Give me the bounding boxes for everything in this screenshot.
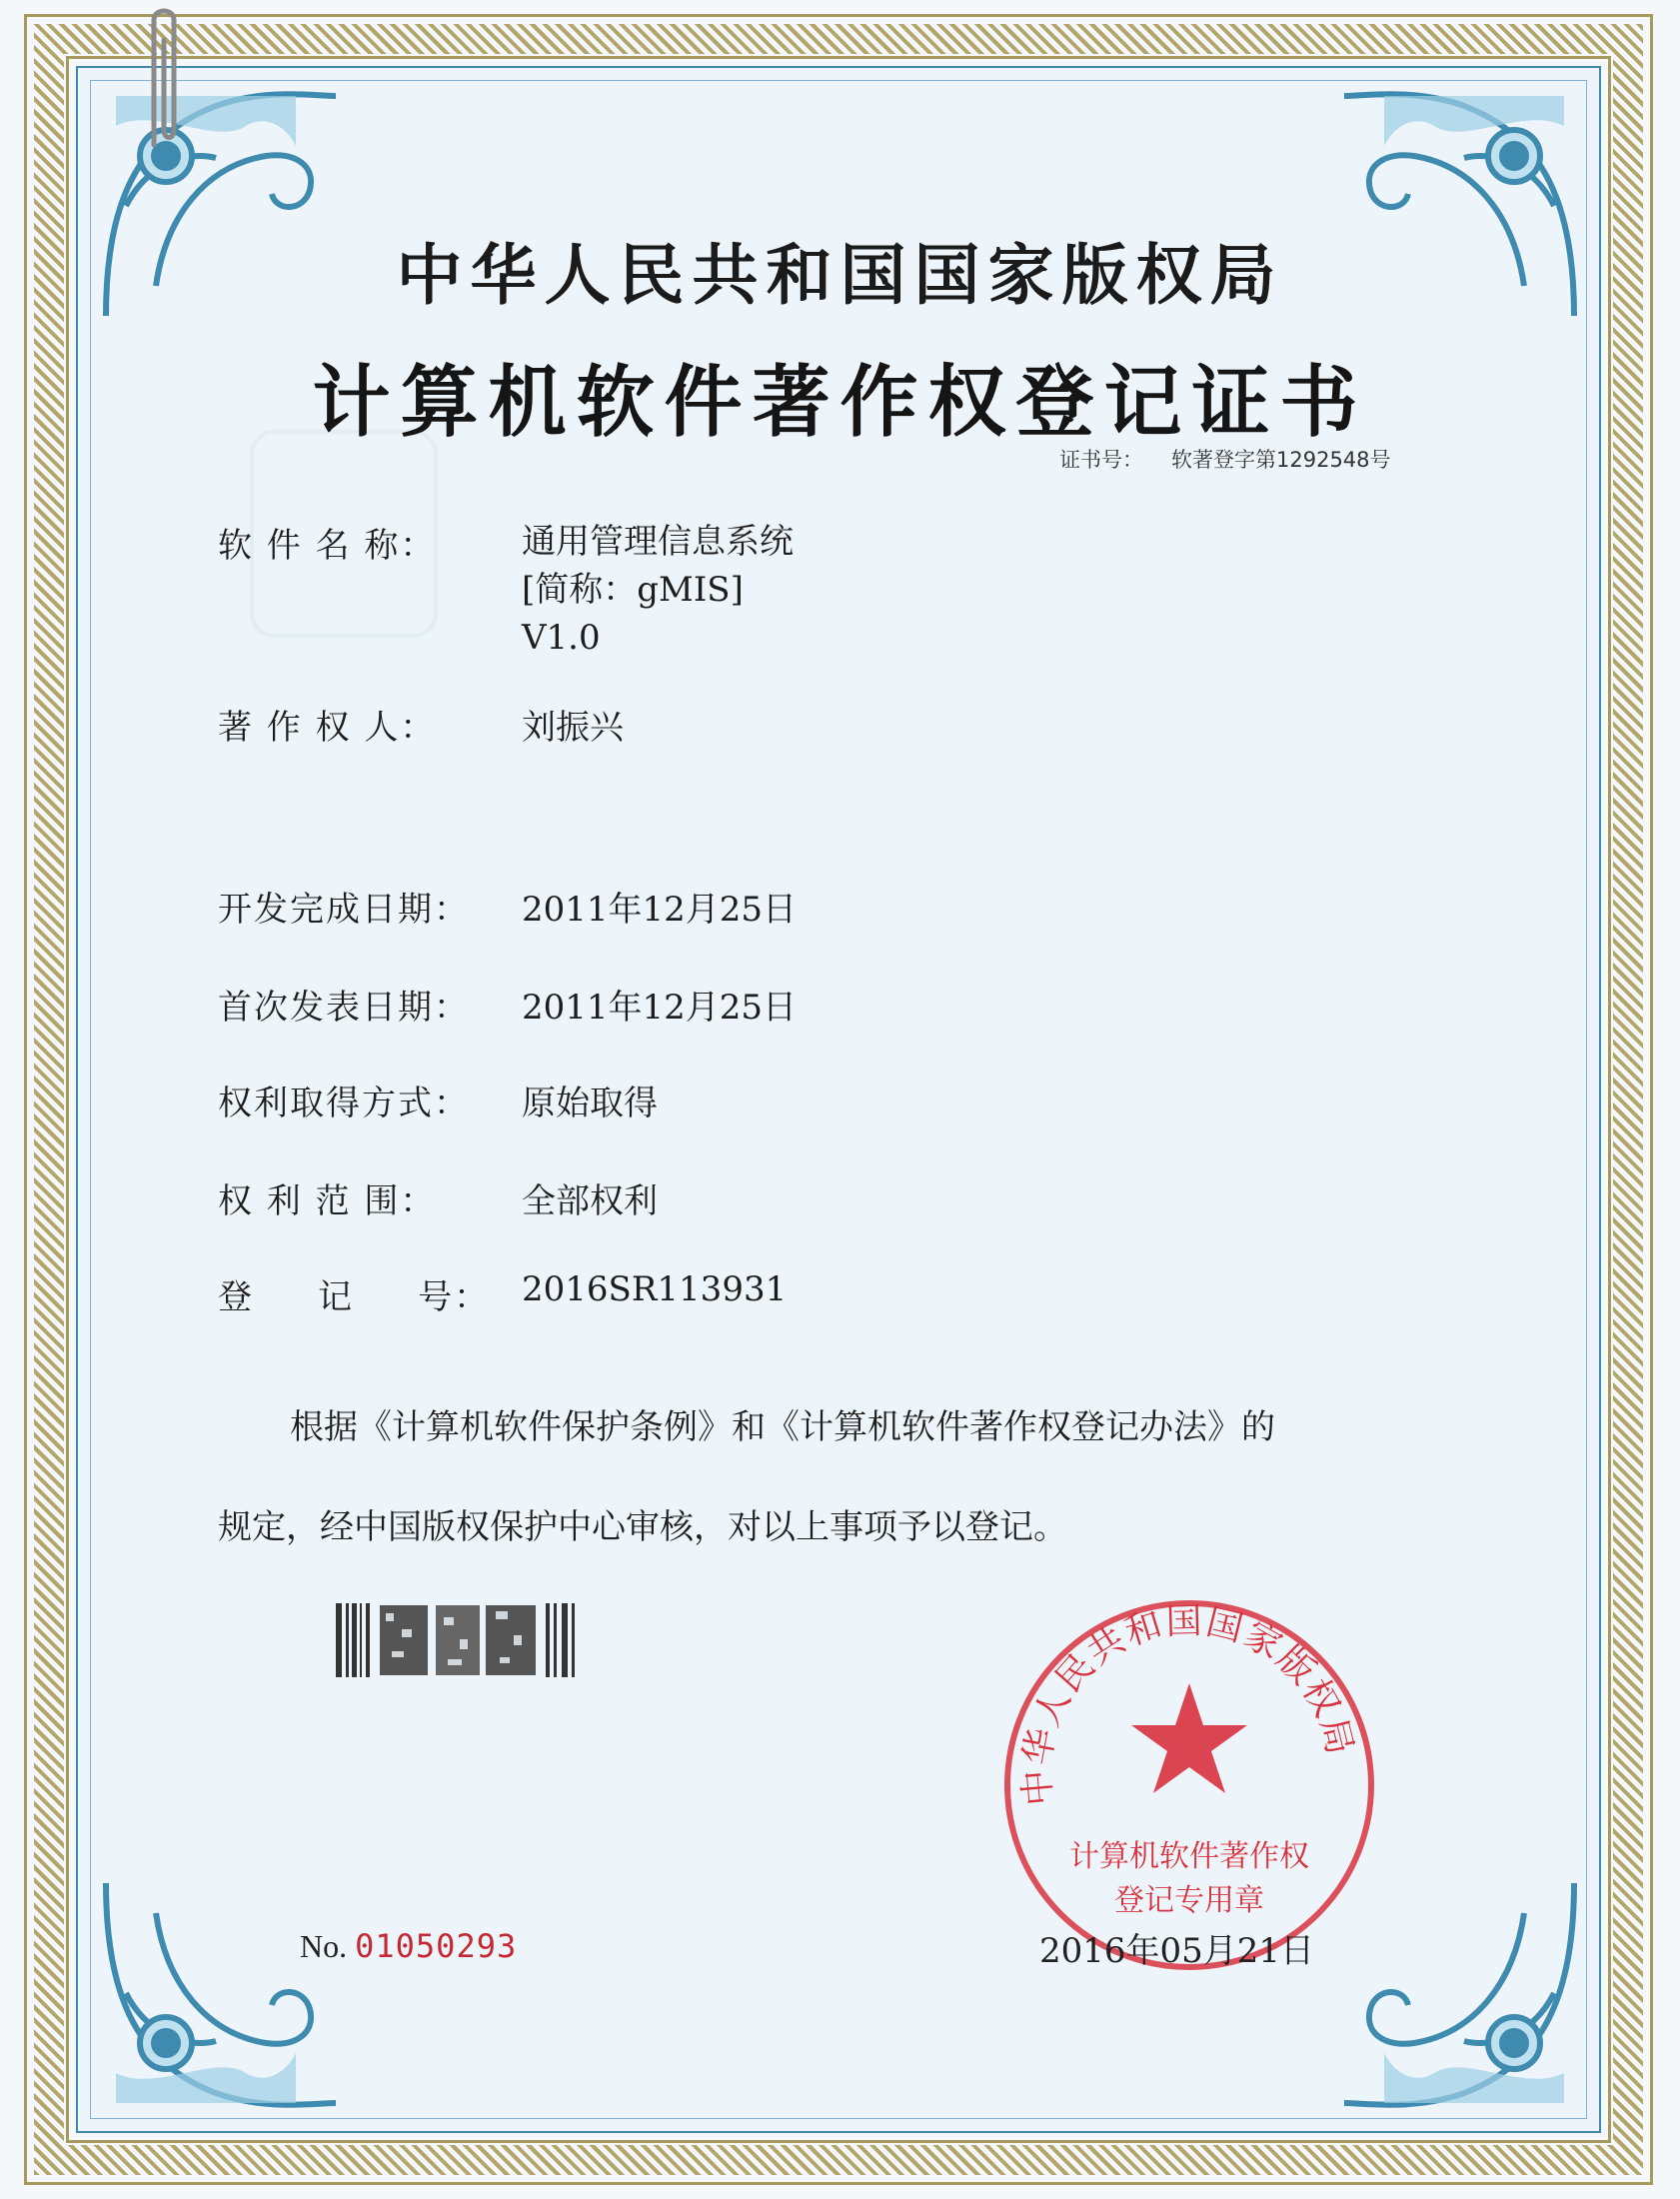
method-label: 权利取得方式： xyxy=(218,1084,470,1123)
statement-line-2: 规定，经中国版权保护中心审核，对以上事项予以登记。 xyxy=(218,1507,1067,1547)
serial-label: No. xyxy=(300,1928,348,1964)
serial-value: 01050293 xyxy=(355,1927,518,1965)
dev-date-label: 开发完成日期： xyxy=(218,890,470,930)
certificate-title: 计算机软件著作权登记证书 xyxy=(312,357,1368,448)
statement-line-1: 根据《计算机软件保护条例》和《计算机软件著作权登记办法》的 xyxy=(290,1407,1275,1447)
field-method xyxy=(218,1076,658,1124)
software-name-values xyxy=(522,518,794,662)
pub-date-label: 首次发表日期： xyxy=(218,988,470,1028)
corner-ornament-bottom-left xyxy=(96,1873,346,2113)
reg-no-label: 登 记 号： xyxy=(218,1277,491,1317)
authority-heading: 中华人民共和国国家版权局 xyxy=(396,237,1284,314)
official-seal xyxy=(999,1595,1379,1975)
field-dev-date xyxy=(218,882,798,931)
serial-number xyxy=(300,1927,517,1965)
field-owner xyxy=(218,700,624,749)
scope-label: 权 利 范 围： xyxy=(218,1181,437,1221)
seal-line-2: 登记专用章 xyxy=(1114,1883,1264,1918)
cert-no-value: 软著登字第1292548号 xyxy=(1171,448,1391,472)
field-pub-date xyxy=(218,980,798,1029)
pub-date-value: 2011年12月25日 xyxy=(522,988,798,1028)
field-scope xyxy=(218,1173,658,1222)
field-software-name xyxy=(218,518,794,658)
software-version: V1.0 xyxy=(522,618,601,658)
scope-value: 全部权利 xyxy=(522,1181,658,1221)
paperclip-icon xyxy=(134,0,194,150)
reg-no-value: 2016SR113931 xyxy=(522,1269,788,1309)
software-name: 通用管理信息系统 xyxy=(522,522,794,562)
owner-label: 著 作 权 人： xyxy=(218,708,437,748)
method-value: 原始取得 xyxy=(522,1084,658,1123)
seal-line-1: 计算机软件著作权 xyxy=(1069,1839,1309,1874)
statement-paragraph xyxy=(218,1377,1507,1577)
barcode xyxy=(336,1599,580,1681)
issue-date: 2016年05月21日 xyxy=(1039,1931,1315,1971)
owner-value: 刘振兴 xyxy=(522,708,624,748)
seal-arc-text: 中华人民共和国国家版权局 xyxy=(1015,1600,1361,1808)
cert-no-label: 证书号： xyxy=(1059,448,1143,472)
software-name-label: 软 件 名 称： xyxy=(218,526,437,566)
dev-date-value: 2011年12月25日 xyxy=(522,890,798,930)
software-short-name: [简称：gMIS] xyxy=(522,570,744,610)
field-reg-no xyxy=(218,1269,788,1318)
certificate-number xyxy=(1059,444,1391,474)
